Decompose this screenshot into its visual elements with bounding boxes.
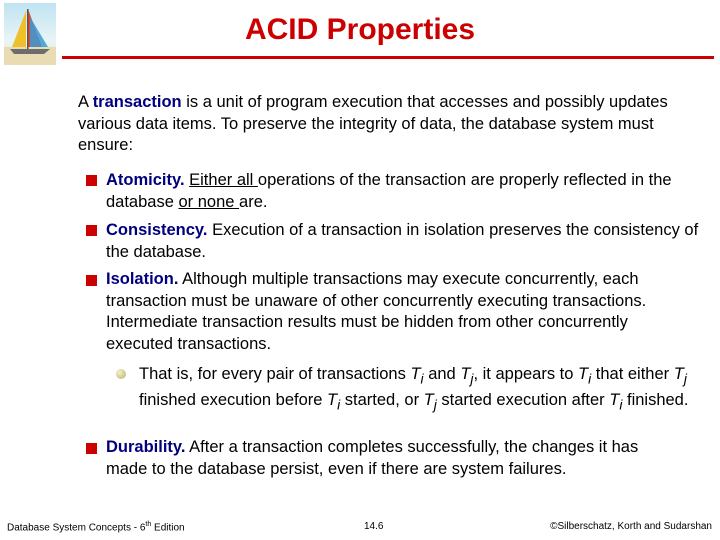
var-sub: j (683, 371, 687, 387)
var-t: T (578, 365, 589, 383)
intro-text-after: is a unit of program execution that accesses and possibly updates various data items. To preserve the integrity of data, the database system must ensure: (78, 93, 668, 154)
bullet-consistency (106, 220, 706, 263)
sub-bullet-isolation (139, 364, 699, 416)
var-sub: i (337, 397, 341, 413)
sub-text: started execution after (436, 390, 610, 409)
var-sub: i (420, 371, 424, 387)
bullet-text: Although multiple transactions may execute concurrently, each transaction must be unaware of other concurrently executing transactions. Intermediate transaction results must be hidden from other concurrently executed transactions. (106, 270, 647, 353)
bullet-text: operations of the transaction are properly reflected in the database (106, 171, 672, 211)
footer-book (7, 521, 185, 533)
intro-paragraph (78, 92, 698, 157)
bullet-term: Durability. (106, 438, 186, 456)
var-t: T (423, 390, 434, 409)
title-divider (62, 56, 714, 59)
bullet-atomicity (106, 170, 706, 213)
footer-book-text: Database System Concepts - 6 (7, 522, 146, 534)
intro-text-before: A (78, 93, 93, 111)
var-sub: i (619, 397, 623, 413)
sub-text: started, or (340, 390, 424, 409)
footer-copyright: ©Silberschatz, Korth and Sudarshan (550, 521, 712, 532)
bullet-term: Isolation. (106, 270, 179, 288)
slide-title: ACID Properties (244, 13, 476, 46)
footer-page-number: 14.6 (364, 521, 384, 532)
bullet-durability (106, 437, 672, 480)
var-sub: i (588, 371, 592, 387)
footer-book-sup: th (145, 521, 152, 528)
square-bullet-icon (86, 225, 97, 236)
sub-text: and (423, 365, 461, 383)
var-t: T (673, 365, 684, 383)
underlined-text: or none (178, 192, 240, 211)
square-bullet-icon (86, 275, 97, 286)
square-bullet-icon (86, 443, 97, 454)
round-bullet-icon (116, 369, 126, 379)
bullet-text: Execution of a transaction in isolation preserves the consistency of the database. (106, 221, 699, 261)
var-t: T (327, 390, 338, 409)
var-t: T (410, 365, 421, 383)
square-bullet-icon (86, 175, 97, 186)
bullet-text: are. (239, 192, 268, 211)
bullet-term: Consistency. (106, 221, 208, 239)
underlined-text: Either all (189, 171, 258, 189)
var-t: T (609, 390, 620, 409)
footer-book-end: Edition (151, 522, 185, 534)
sub-text: , it appears to (473, 365, 579, 383)
bullet-term: Atomicity. (106, 171, 185, 189)
bullet-isolation (106, 269, 698, 355)
var-t: T (460, 365, 471, 383)
sub-text: finished. (622, 390, 689, 409)
var-sub: j (433, 397, 437, 413)
intro-term: transaction (92, 93, 182, 111)
sub-text: That is, for every pair of transactions (139, 365, 411, 383)
bullet-text: After a transaction completes successfully, the changes it has made to the database persist, even if there are system failures. (106, 438, 639, 478)
sub-text: that either (591, 365, 674, 383)
var-sub: j (470, 371, 474, 387)
sub-text: finished execution before (139, 390, 328, 409)
